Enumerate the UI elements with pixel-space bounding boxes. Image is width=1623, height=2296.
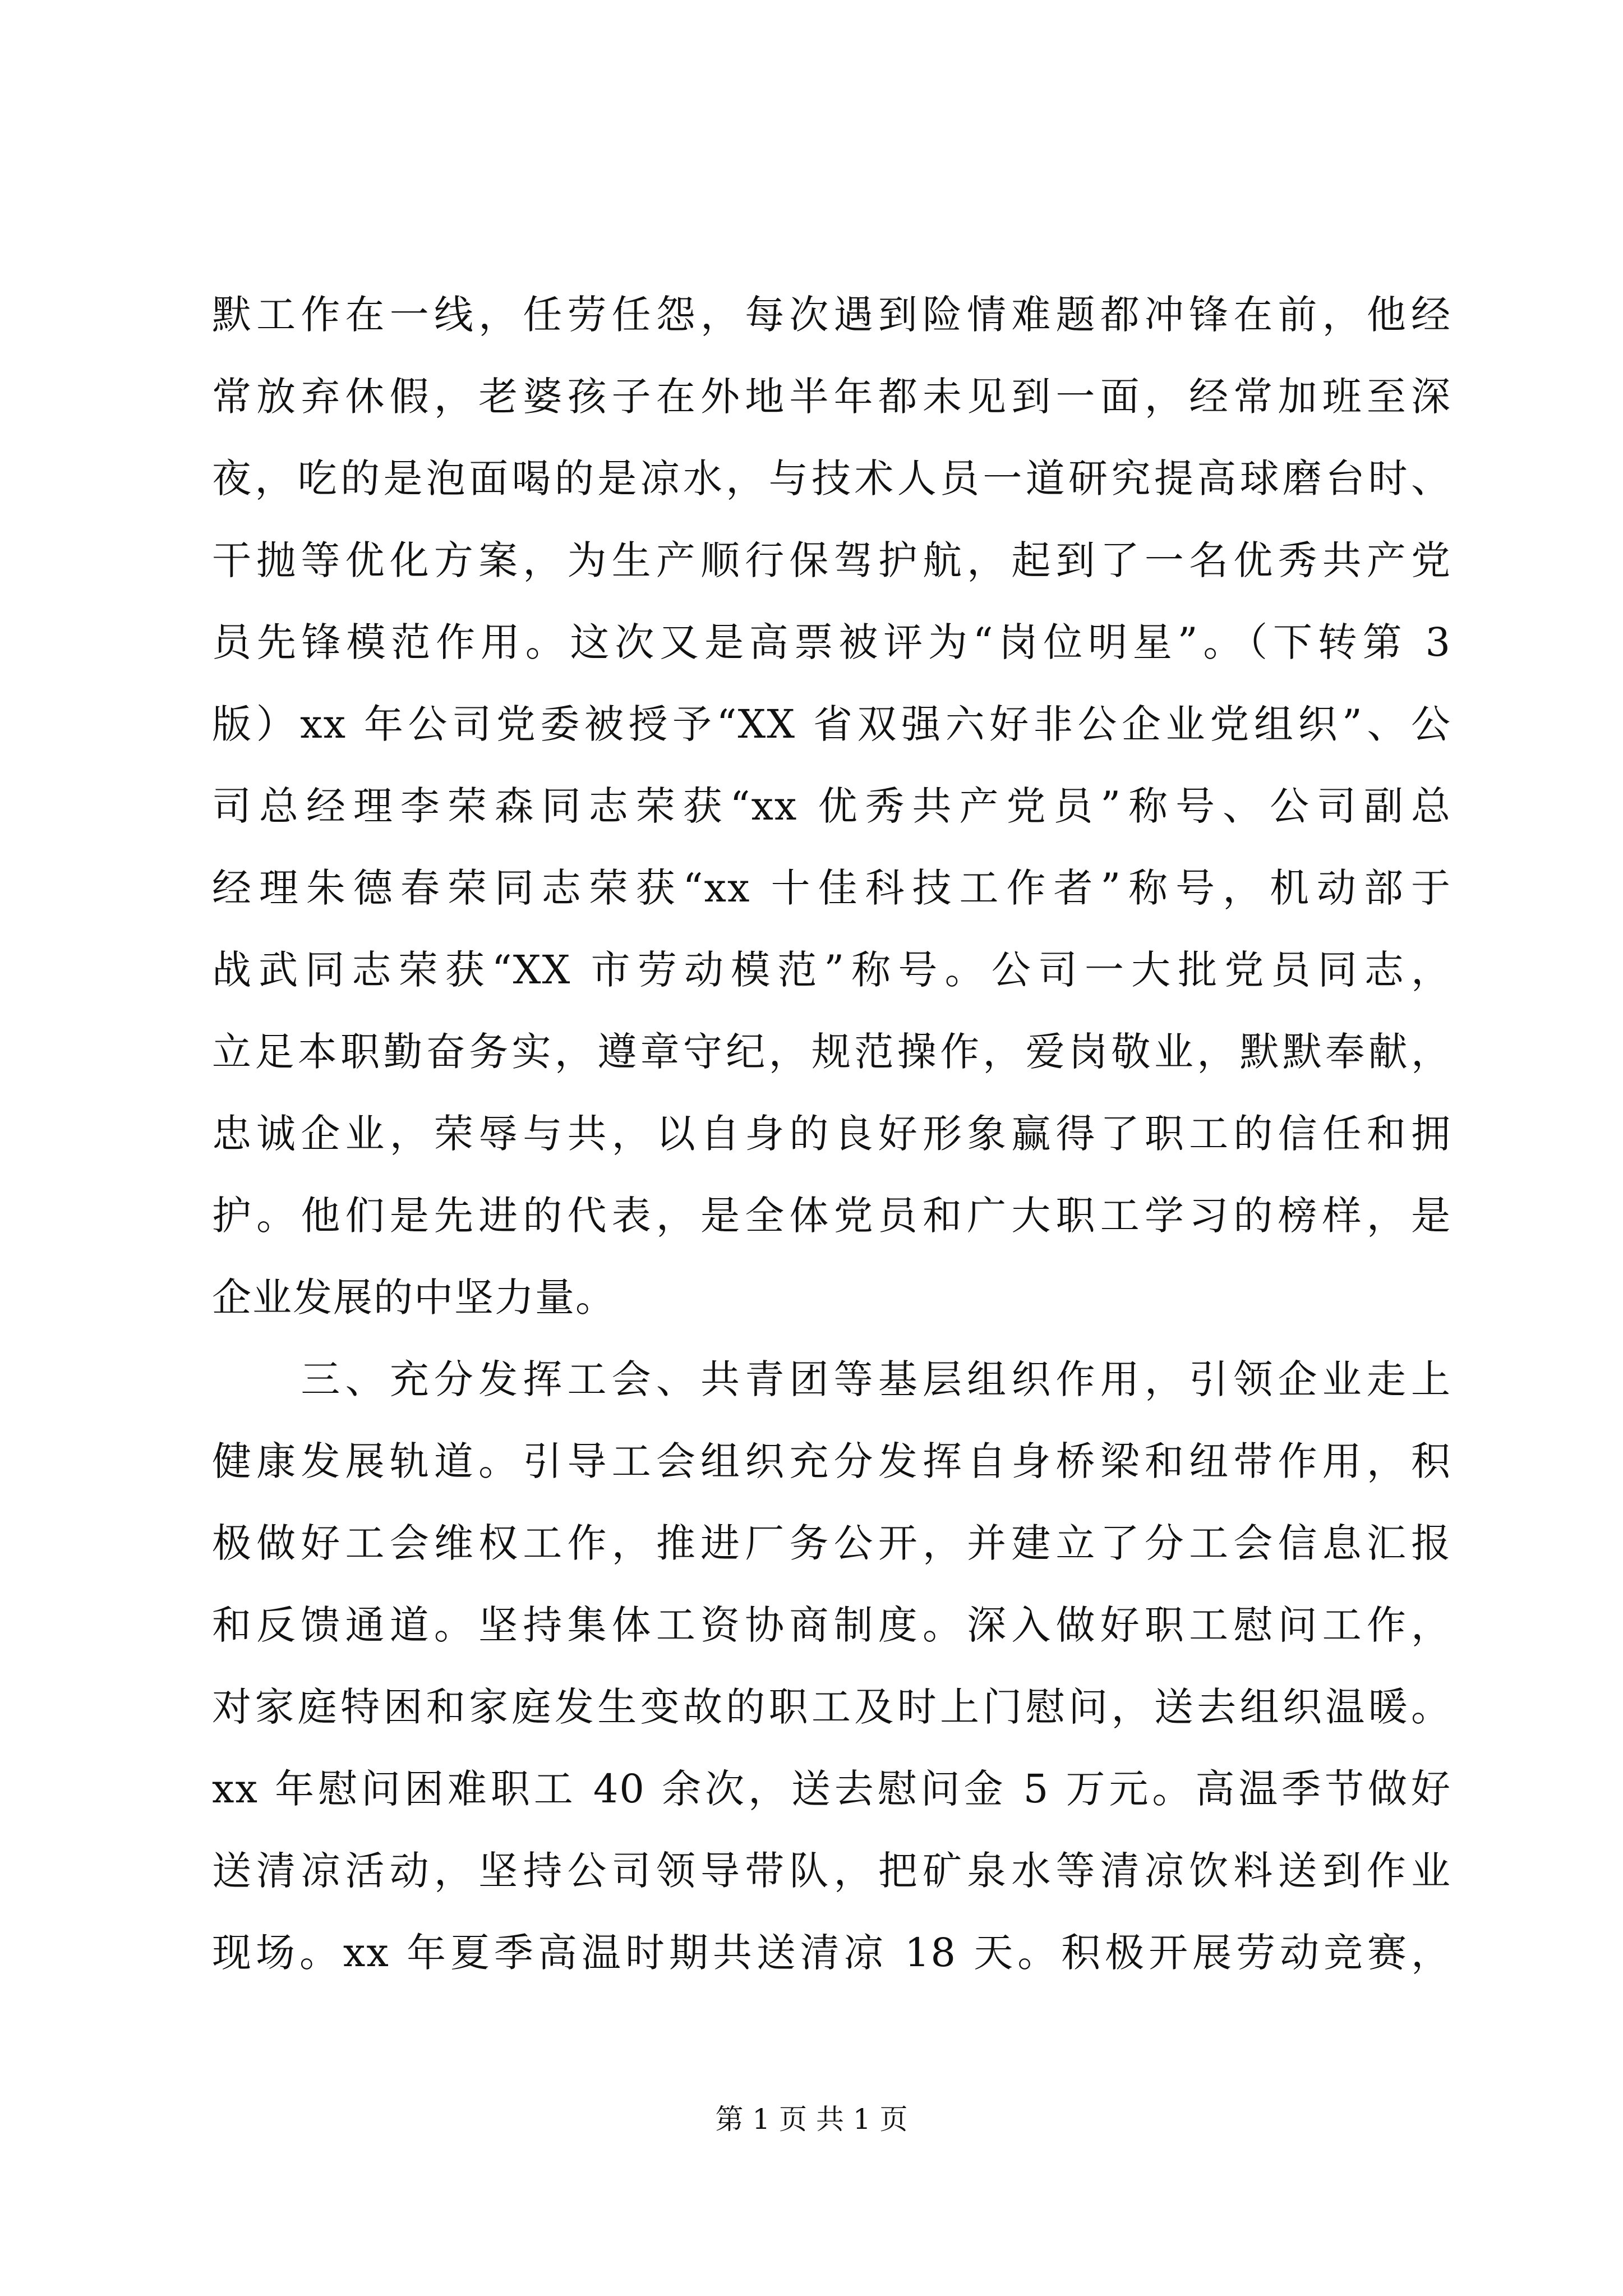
text-line: 员先锋模范作用。这次又是高票被评为“岗位明星”。（下转第 3 xyxy=(212,619,1451,665)
text-line: 默工作在一线，任劳任怨，每次遇到险情难题都冲锋在前，他经 xyxy=(212,292,1451,338)
text-line-paragraph-start: 三、充分发挥工会、共青团等基层组织作用，引领企业走上 xyxy=(212,1356,1451,1402)
text-line: 常放弃休假，老婆孩子在外地半年都未见到一面，经常加班至深 xyxy=(212,374,1451,420)
text-line-paragraph-end: 企业发展的中坚力量。 xyxy=(212,1274,616,1320)
text-line: 忠诚企业，荣辱与共，以自身的良好形象赢得了职工的信任和拥 xyxy=(212,1111,1451,1157)
page-number-footer: 第 1 页 共 1 页 xyxy=(715,2103,908,2136)
text-line: 对家庭特困和家庭发生变故的职工及时上门慰问，送去组织温暖。 xyxy=(212,1684,1451,1730)
text-line: 健康发展轨道。引导工会组织充分发挥自身桥梁和纽带作用，积 xyxy=(212,1438,1451,1484)
body-text xyxy=(212,274,1451,1994)
text-line: 夜，吃的是泡面喝的是凉水，与技术人员一道研究提高球磨台时、 xyxy=(212,455,1451,501)
text-line: 现场。xx 年夏季高温时期共送清凉 18 天。积极开展劳动竞赛， xyxy=(212,1930,1451,1976)
text-line: 护。他们是先进的代表，是全体党员和广大职工学习的榜样，是 xyxy=(212,1193,1451,1239)
text-line: xx 年慰问困难职工 40 余次，送去慰问金 5 万元。高温季节做好 xyxy=(212,1766,1451,1812)
text-line: 极做好工会维权工作，推进厂务公开，并建立了分工会信息汇报 xyxy=(212,1520,1451,1566)
text-line: 战武同志荣获“XX 市劳动模范”称号。公司一大批党员同志， xyxy=(212,947,1451,993)
text-line: 立足本职勤奋务实，遵章守纪，规范操作，爱岗敬业，默默奉献， xyxy=(212,1029,1451,1075)
text-line: 送清凉活动，坚持公司领导带队，把矿泉水等清凉饮料送到作业 xyxy=(212,1848,1451,1894)
text-line: 干抛等优化方案，为生产顺行保驾护航，起到了一名优秀共产党 xyxy=(212,537,1451,583)
text-line: 版）xx 年公司党委被授予“XX 省双强六好非公企业党组织”、公 xyxy=(212,701,1451,747)
text-line: 司总经理李荣森同志荣获“xx 优秀共产党员”称号、公司副总 xyxy=(212,783,1451,829)
text-line: 经理朱德春荣同志荣获“xx 十佳科技工作者”称号，机动部于 xyxy=(212,865,1451,911)
text-line: 和反馈通道。坚持集体工资协商制度。深入做好职工慰问工作， xyxy=(212,1602,1451,1648)
